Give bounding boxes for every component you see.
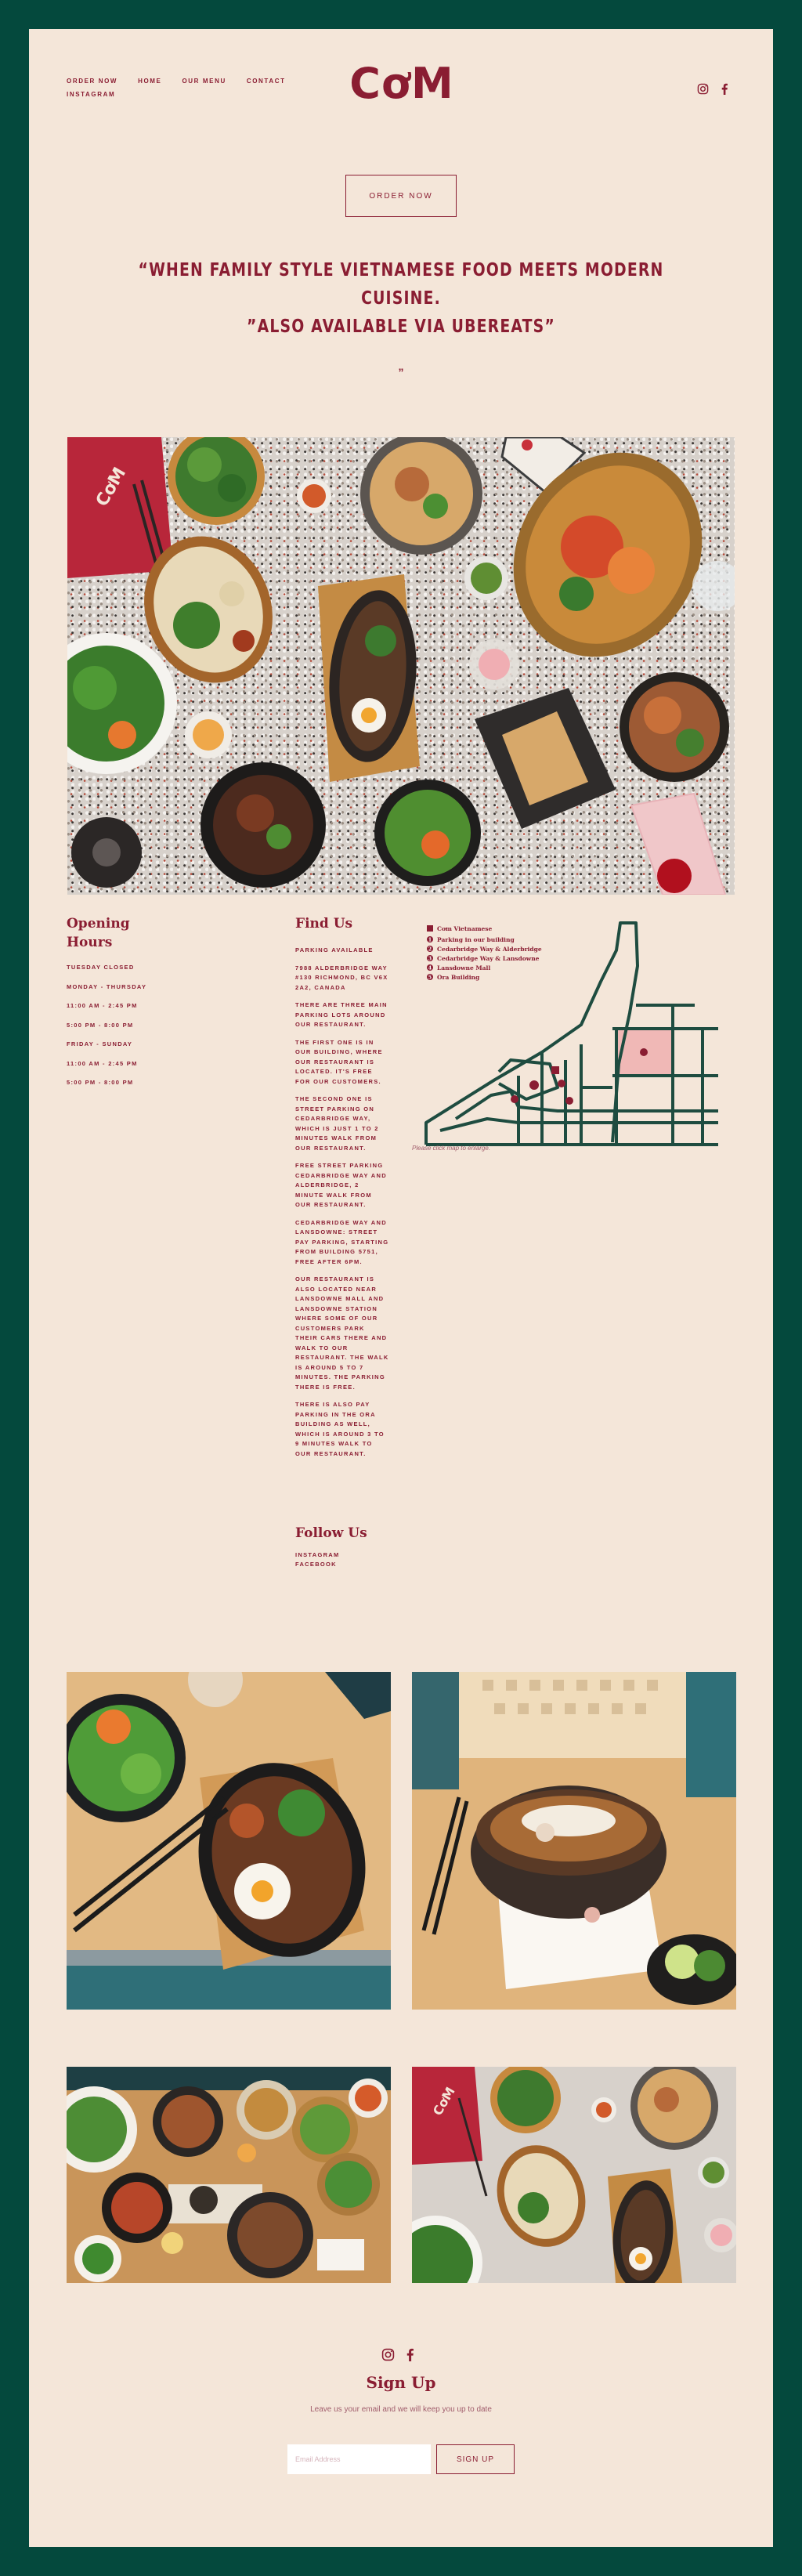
- order-now-button[interactable]: ORDER NOW: [345, 175, 457, 217]
- hero-food-photo: [67, 437, 735, 895]
- find-us-paragraph: THERE ARE THREE MAIN PARKING LOTS AROUND OUR RESTAURANT.: [295, 1001, 388, 1028]
- find-us-paragraph: THERE IS ALSO PAY PARKING IN THE ORA BUILDING AS WELL, WHICH IS AROUND 3 TO 9 MINUTES WALK TO OUR RESTAURANT.: [295, 1401, 385, 1457]
- map-legend-item: Lansdowne Mall: [437, 964, 491, 971]
- tagline-line-1: “WHEN FAMILY STYLE VIETNAMESE FOOD MEETS MODERN CUISINE.: [138, 260, 664, 309]
- instagram-icon[interactable]: [696, 82, 709, 95]
- email-field[interactable]: [287, 2444, 431, 2474]
- signup-title: Sign Up: [366, 2373, 436, 2392]
- hours-title-line-1: Opening: [67, 916, 130, 932]
- hours-line: 5:00 PM - 8:00 PM: [67, 1021, 134, 1029]
- gallery-photo-family-table[interactable]: [67, 2067, 391, 2283]
- find-us-paragraph: THE FIRST ONE IS IN OUR BUILDING, WHERE OUR RESTAURANT IS LOCATED. IT'S FREE FOR OUR CUSTOMERS.: [295, 1038, 383, 1085]
- gallery-photo-pho-bowl[interactable]: [412, 1672, 736, 2010]
- nav-contact[interactable]: CONTACT: [246, 78, 286, 85]
- nav-home[interactable]: HOME: [138, 78, 162, 85]
- nav-order-now[interactable]: ORDER NOW: [67, 78, 118, 85]
- find-us-paragraph: THE SECOND ONE IS STREET PARKING ON CEDARBRIDGE WAY, WHICH IS JUST 1 TO 2 MINUTES WALK FROM OUR RESTAURANT.: [295, 1095, 379, 1152]
- hours-line: 5:00 PM - 8:00 PM: [67, 1079, 134, 1086]
- hours-line: FRIDAY - SUNDAY: [67, 1040, 133, 1047]
- hours-line: 11:00 AM - 2:45 PM: [67, 1059, 138, 1067]
- signup-subtitle: Leave us your email and we will keep you up to date: [310, 2405, 492, 2414]
- map-legend-marker: 1: [428, 937, 432, 943]
- map-legend: [427, 925, 542, 981]
- map-legend-item: Ora Building: [437, 974, 480, 981]
- find-us-title: Find Us: [295, 916, 353, 932]
- napkin-logo: CơM: [92, 464, 131, 511]
- hours-line: TUESDAY CLOSED: [67, 964, 135, 971]
- header-social: [696, 82, 731, 95]
- map-legend-item: Cedarbridge Way & Lansdowne: [437, 955, 540, 962]
- hours-title-line-2: Hours: [67, 935, 113, 950]
- facebook-icon[interactable]: [718, 82, 731, 95]
- map-legend-marker: 4: [428, 965, 432, 971]
- facebook-icon[interactable]: [406, 2348, 414, 2361]
- map-caption: Please click map to enlarge.: [412, 1145, 491, 1152]
- map-legend-item: Cedarbridge Way & Alderbridge: [437, 946, 542, 953]
- instagram-icon[interactable]: [381, 2348, 395, 2361]
- napkin-logo: CơM: [429, 2084, 458, 2118]
- quote-mark: ”: [398, 366, 404, 378]
- tagline-line-2: ”ALSO AVAILABLE VIA UBEREATS”: [247, 317, 555, 337]
- follow-us: [295, 1524, 405, 1569]
- find-us-paragraph: CEDARBRIDGE WAY AND LANSDOWNE: STREET PAY PARKING, STARTING FROM BUILDING 5751, FREE AFTER 6PM.: [295, 1218, 389, 1265]
- hours-line: 11:00 AM - 2:45 PM: [67, 1002, 138, 1009]
- follow-us-title: Follow Us: [295, 1525, 367, 1541]
- map-legend-item: Cơm Vietnamese: [437, 925, 493, 932]
- page: [29, 29, 773, 2547]
- nav-our-menu[interactable]: OUR MENU: [182, 78, 226, 85]
- brand-logo[interactable]: CơM: [349, 59, 454, 108]
- follow-instagram-link[interactable]: INSTAGRAM: [295, 1551, 340, 1558]
- gallery-photo-table-spread[interactable]: [412, 2067, 736, 2283]
- nav-instagram[interactable]: INSTAGRAM: [67, 91, 116, 98]
- find-us-paragraph: PARKING AVAILABLE: [295, 946, 374, 953]
- main-nav: [67, 78, 302, 104]
- map-legend-marker: 5: [428, 975, 432, 981]
- find-us: [295, 914, 389, 1459]
- find-us-address: 7988 ALDERBRIDGE WAY #130 RICHMOND, BC V6X 2A2, CANADA: [295, 964, 388, 991]
- find-us-paragraph: OUR RESTAURANT IS ALSO LOCATED NEAR LANSDOWNE MALL AND LANSDOWNE STATION WHERE SOME OF OUR CUSTOMERS PARK THEIR CARS THERE AND WALK TO OUR RESTAURANT. THE WALK IS AROUND 5 TO 7 MINUTES. THE PARKING THERE IS FREE.: [295, 1275, 389, 1391]
- map-legend-marker: 2: [428, 946, 432, 953]
- sign-up-button[interactable]: SIGN UP: [436, 2444, 515, 2474]
- opening-hours: [67, 914, 223, 1088]
- map-legend-marker: 3: [428, 956, 432, 962]
- footer-social: [381, 2348, 414, 2361]
- map-legend-item: Parking in our building: [437, 936, 515, 943]
- find-us-paragraph: FREE STREET PARKING CEDARBRIDGE WAY AND ALDERBRIDGE, 2 MINUTE WALK FROM OUR RESTAURANT.: [295, 1162, 387, 1208]
- gallery-photo-sizzling-plate[interactable]: [67, 1672, 391, 2010]
- tagline: [135, 256, 668, 341]
- follow-facebook-link[interactable]: FACEBOOK: [295, 1561, 337, 1568]
- hours-line: MONDAY - THURSDAY: [67, 982, 147, 990]
- parking-map[interactable]: [424, 919, 722, 1146]
